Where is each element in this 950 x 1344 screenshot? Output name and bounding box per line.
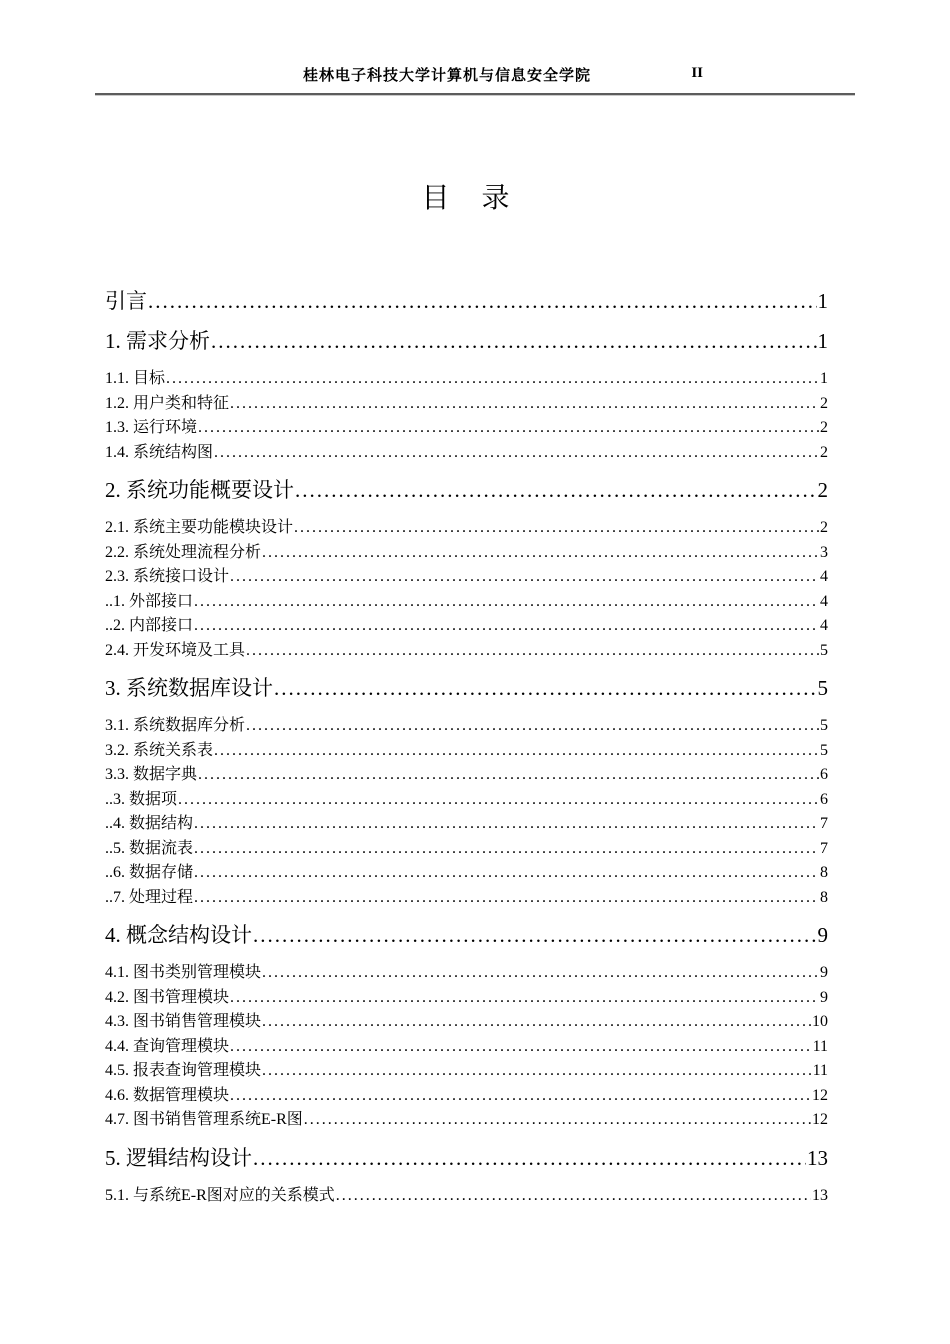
toc-entry-page: 13: [807, 1145, 828, 1170]
header-text-row: [95, 64, 855, 86]
dot-leader: [262, 541, 819, 566]
toc-entry-label: 4.2. 图书管理模块: [105, 988, 230, 1006]
dot-leader: [211, 327, 817, 355]
toc-entry-label: 4.7. 图书销售管理系统E-R图: [105, 1111, 303, 1128]
toc-entry[interactable]: [105, 986, 828, 1011]
toc-entry-page: 8: [820, 888, 828, 906]
toc-entry[interactable]: [105, 590, 828, 615]
toc-entry-page: 12: [812, 1086, 828, 1104]
toc-entry-page: 2: [820, 419, 828, 436]
toc-entry[interactable]: [105, 861, 828, 886]
toc-entry-label: 3.2. 系统关系表: [105, 741, 214, 759]
toc-entry-page: 8: [820, 864, 828, 881]
toc-entry-page: 6: [820, 766, 828, 783]
dot-leader: [274, 674, 817, 702]
toc-entry-page: 1: [817, 289, 828, 313]
toc-entry-label: 2.1. 系统主要功能模块设计: [105, 519, 294, 536]
institution-name: 桂林电子科技大学计算机与信息安全学院: [302, 67, 591, 84]
toc-entry-page: 6: [820, 790, 828, 808]
toc-entry[interactable]: [105, 674, 828, 702]
toc-entry-label: 1. 需求分析: [105, 329, 210, 353]
toc-entry-label: 2.3. 系统接口设计: [105, 568, 230, 585]
toc-entry[interactable]: [105, 1184, 828, 1209]
table-of-contents: [105, 287, 828, 1208]
toc-entry-page: 9: [817, 923, 828, 947]
toc-entry-label: 3.1. 系统数据库分析: [105, 717, 246, 734]
toc-entry[interactable]: [105, 392, 828, 417]
toc-entry-page: 1: [817, 329, 828, 353]
toc-entry-page: 2: [820, 443, 828, 461]
toc-entry[interactable]: [105, 921, 828, 949]
toc-entry-page: 4: [820, 568, 828, 585]
toc-entry[interactable]: [105, 763, 828, 788]
toc-entry-page: 4: [820, 592, 828, 610]
toc-entry-page: 4: [820, 617, 828, 634]
dot-leader: [230, 392, 819, 417]
toc-entry-label: 1.3. 运行环境: [105, 419, 198, 436]
toc-entry-page: 9: [820, 988, 828, 1006]
dot-leader: [253, 1144, 806, 1172]
dot-leader: [194, 861, 819, 886]
toc-entry[interactable]: [105, 788, 828, 813]
toc-entry-page: 11: [812, 1037, 828, 1055]
dot-leader: [194, 812, 819, 837]
toc-entry-label: 4.4. 查询管理模块: [105, 1037, 230, 1055]
toc-entry-label: ..6. 数据存储: [105, 864, 194, 881]
toc-entry-page: 5: [820, 641, 828, 659]
toc-entry-label: ..5. 数据流表: [105, 839, 194, 857]
toc-entry[interactable]: [105, 1010, 828, 1035]
toc-entry-page: 2: [817, 478, 828, 502]
toc-entry-page: 12: [812, 1111, 828, 1128]
toc-entry[interactable]: [105, 541, 828, 566]
toc-entry-page: 7: [820, 815, 828, 832]
toc-entry[interactable]: [105, 416, 828, 441]
toc-entry-page: 10: [812, 1013, 828, 1030]
toc-entry-label: 4.3. 图书销售管理模块: [105, 1013, 262, 1030]
toc-entry-page: 2: [820, 394, 828, 412]
dot-leader: [214, 739, 819, 764]
toc-entry[interactable]: [105, 714, 828, 739]
toc-entry-label: ..1. 外部接口: [105, 592, 194, 610]
dot-leader: [295, 476, 817, 504]
dot-leader: [230, 986, 819, 1011]
toc-entry-label: 4.6. 数据管理模块: [105, 1086, 230, 1104]
toc-entry[interactable]: [105, 1144, 828, 1172]
dot-leader: [198, 416, 819, 441]
toc-entry-label: 引言: [105, 289, 147, 313]
toc-entry[interactable]: [105, 614, 828, 639]
dot-leader: [230, 1084, 811, 1109]
toc-entry-label: 3.3. 数据字典: [105, 766, 198, 783]
toc-entry-label: ..2. 内部接口: [105, 617, 194, 634]
toc-entry-page: 7: [820, 839, 828, 857]
toc-entry-label: 5.1. 与系统E-R图对应的关系模式: [105, 1186, 335, 1204]
toc-entry-label: 1.4. 系统结构图: [105, 443, 214, 461]
dot-leader: [178, 788, 819, 813]
toc-entry-label: 4. 概念结构设计: [105, 923, 252, 947]
toc-entry-label: ..7. 处理过程: [105, 888, 194, 906]
dot-leader: [294, 516, 819, 541]
toc-entry-page: 9: [820, 964, 828, 981]
toc-entry-page: 11: [812, 1062, 828, 1079]
dot-leader: [194, 886, 819, 911]
toc-entry[interactable]: [105, 1108, 828, 1133]
toc-entry-page: 5: [820, 741, 828, 759]
toc-entry[interactable]: [105, 565, 828, 590]
toc-entry-label: ..4. 数据结构: [105, 815, 194, 832]
toc-entry[interactable]: [105, 476, 828, 504]
toc-entry-label: 2.4. 开发环境及工具: [105, 641, 246, 659]
dot-leader: [253, 921, 817, 949]
toc-entry-page: 13: [812, 1186, 828, 1204]
toc-entry-page: 2: [820, 519, 828, 536]
running-header: [95, 64, 855, 96]
dot-leader: [214, 441, 819, 466]
toc-entry-label: 3. 系统数据库设计: [105, 676, 273, 700]
dot-leader: [230, 565, 819, 590]
header-rule: [95, 93, 855, 96]
toc-entry[interactable]: [105, 367, 828, 392]
dot-leader: [166, 367, 819, 392]
toc-entry[interactable]: [105, 441, 828, 466]
toc-entry-label: 4.5. 报表查询管理模块: [105, 1062, 262, 1079]
toc-entry-label: 2. 系统功能概要设计: [105, 478, 294, 502]
page-number-roman: II: [691, 65, 703, 81]
toc-entry-label: ..3. 数据项: [105, 790, 178, 808]
dot-leader: [198, 763, 819, 788]
dot-leader: [262, 961, 819, 986]
toc-entry-label: 2.2. 系统处理流程分析: [105, 543, 262, 561]
dot-leader: [262, 1059, 812, 1084]
toc-entry[interactable]: [105, 886, 828, 911]
dot-leader: [304, 1108, 811, 1133]
toc-entry[interactable]: [105, 837, 828, 862]
dot-leader: [148, 287, 817, 315]
toc-entry-label: 5. 逻辑结构设计: [105, 1145, 252, 1170]
toc-entry-page: 5: [820, 717, 828, 734]
toc-entry-page: 5: [817, 676, 828, 700]
dot-leader: [230, 1035, 812, 1060]
toc-entry[interactable]: [105, 327, 828, 355]
toc-entry-page: 1: [820, 370, 828, 387]
toc-entry[interactable]: [105, 739, 828, 764]
toc-entry[interactable]: [105, 812, 828, 837]
toc-entry-label: 4.1. 图书类别管理模块: [105, 964, 262, 981]
dot-leader: [262, 1010, 811, 1035]
toc-entry[interactable]: [105, 639, 828, 664]
dot-leader: [194, 614, 819, 639]
page-title: 目 录: [421, 182, 512, 213]
toc-entry[interactable]: [105, 1059, 828, 1084]
dot-leader: [246, 714, 819, 739]
toc-entry[interactable]: [105, 961, 828, 986]
dot-leader: [194, 837, 819, 862]
toc-entry-label: 1.1. 目标: [105, 370, 166, 387]
toc-entry-page: 3: [820, 543, 828, 561]
toc-entry[interactable]: [105, 287, 828, 315]
dot-leader: [336, 1184, 811, 1209]
toc-entry[interactable]: [105, 516, 828, 541]
toc-entry[interactable]: [105, 1035, 828, 1060]
dot-leader: [246, 639, 819, 664]
toc-entry-label: 1.2. 用户类和特征: [105, 394, 230, 412]
dot-leader: [194, 590, 819, 615]
toc-entry[interactable]: [105, 1084, 828, 1109]
